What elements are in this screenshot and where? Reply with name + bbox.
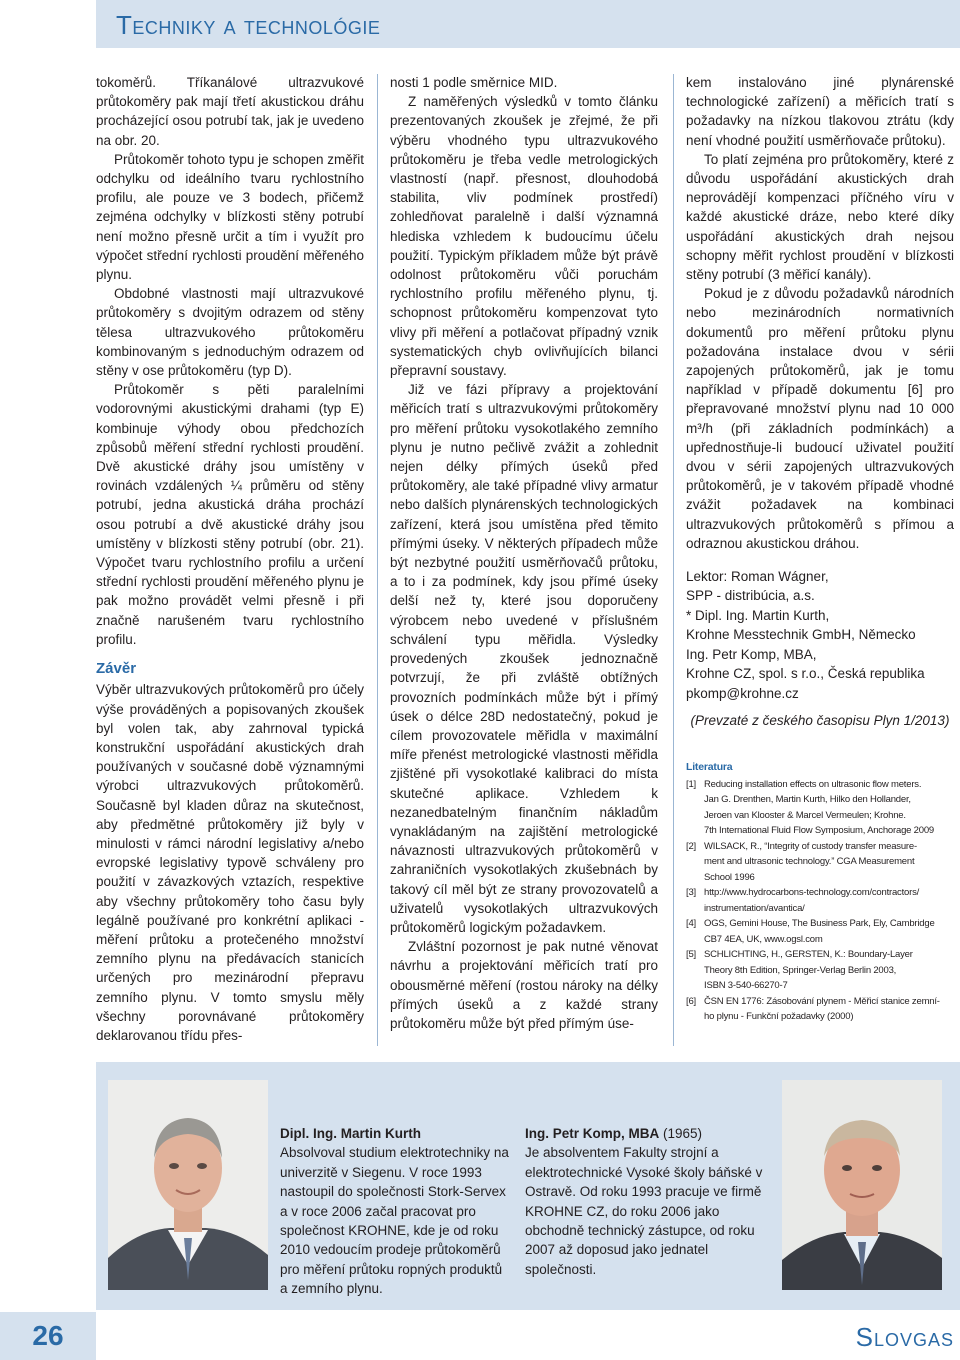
paragraph: To platí zejména pro průtokoměry, které z důvodu uspořádání akustických drah neprovádějí kompenzaci příčného víru v každé akustické dráze, nebo které díky uspořádání akustických drah nejsou schopny měřit rychlost proudění v blízkosti stěny potrubí (3 měřicí kanály). bbox=[686, 151, 954, 283]
author-bio-text: Absolvoval studium elektrotechniky na univerzitě v Siegenu. V roce 1993 nastoupil do společnosti Stork-Servex a v roce 2006 začal pracovat pro společnost KROHNE, kde je od roku 2010 vedoucím prodeje průtokoměrů pro měření průtoku ropných produktů a zemního plynu. bbox=[280, 1145, 509, 1297]
literature-line: Jan G. Drenthen, Martin Kurth, Hilko den Hollander, bbox=[704, 794, 911, 805]
literature-item bbox=[686, 994, 954, 1025]
author-name: Ing. Petr Komp, MBA bbox=[525, 1126, 660, 1141]
author-photo-kurth bbox=[108, 1080, 268, 1290]
author-photo-komp bbox=[782, 1080, 942, 1290]
literature-number: [2] bbox=[686, 840, 696, 852]
credit-line: * Dipl. Ing. Martin Kurth, bbox=[686, 607, 830, 623]
credit-line: Krohne Messtechnik GmbH, Německo bbox=[686, 627, 916, 643]
column-3 bbox=[686, 73, 954, 730]
literature-line: http://www.hydrocarbons-technology.com/contractors/ bbox=[704, 887, 920, 898]
literature-title: Literatura bbox=[686, 761, 733, 773]
portrait-image bbox=[108, 1080, 268, 1290]
literature-line: CB7 4EA, UK, www.ogsl.com bbox=[704, 933, 823, 945]
literature-number: [1] bbox=[686, 778, 696, 790]
literature-text bbox=[704, 947, 913, 994]
credit-line: Lektor: Roman Wágner, bbox=[686, 569, 829, 585]
column-divider bbox=[377, 74, 378, 1046]
literature-item bbox=[686, 839, 954, 886]
section-title: Techniky a technológie bbox=[116, 10, 381, 40]
author-bio-text: Je absolventem Fakulty strojní a elektrotechnické Vysoké školy báňské v Ostravě. Od roku 1993 pracuje ve firmě KROHNE CZ, do roku 2006 jako obchodně technický zástupce, od roku 2007 až doposud jako jednatel společnosti. bbox=[525, 1145, 763, 1277]
source-note: (Prevzaté z českého časopisu Plyn 1/2013) bbox=[690, 712, 950, 728]
literature-line: ČSN EN 1776: Zásobování plynem - Měřicí stanice zemní- bbox=[704, 995, 940, 1007]
literature-line: instrumentation/avantica/ bbox=[704, 902, 805, 914]
literature-line: OGS, Gemini House, The Business Park, Ely, Cambridge bbox=[704, 918, 935, 929]
literature-line: Reducing installation effects on ultrasonic flow meters. bbox=[704, 778, 922, 790]
left-margin bbox=[0, 0, 96, 1310]
credit-line: Ing. Petr Komp, MBA, bbox=[686, 646, 817, 662]
literature-line: WILSACK, R., “Integrity of custody transfer measure- bbox=[704, 840, 917, 852]
author-credits bbox=[686, 567, 954, 703]
literature-text bbox=[704, 839, 917, 886]
literature-number: [6] bbox=[686, 995, 696, 1007]
column-divider bbox=[673, 74, 674, 1046]
paragraph: Průtokoměr tohoto typu je schopen změřit odchylku od ideálního tvaru rychlostního profilu, ale pouze ve 3 bodech, přičemž zejména odchylky v blízkosti stěny potrubí není možno přesně určit a tím i využít pro výpočet střední rychlosti proudění měřeného plynu. bbox=[96, 151, 364, 283]
paragraph: Obdobné vlastnosti mají ultrazvukové průtokoměry s dvojitým odrazem od stěny tělesa ultrazvukového průtokoměru kombinovaným s jednoduchým odrazem od stěny v ose průtokoměru (typ D). bbox=[96, 286, 364, 379]
paragraph: nosti 1 podle směrnice MID. bbox=[390, 75, 558, 90]
literature-item bbox=[686, 777, 954, 839]
literature-box bbox=[686, 760, 954, 1025]
literature-text bbox=[704, 885, 919, 916]
section-heading: Závěr bbox=[96, 660, 137, 678]
column-1 bbox=[96, 73, 364, 1045]
literature-line: SCHLICHTING, H., GERSTEN, K.: Boundary-Layer bbox=[704, 949, 913, 960]
literature-number: [4] bbox=[686, 918, 696, 929]
literature-line: ISBN 3-540-66270-7 bbox=[704, 980, 788, 991]
paragraph: Výběr ultrazvukových průtokoměrů pro účely výše prováděných a popisovaných zkoušek byl volen tak, aby zahrnoval typická konstrukční uspořádání akustických drah používaných v současné době významnými výrobci ultrazvukových průtokoměrů. Současně byl kladen důraz na skutečnost, aby předmětné průtokoměry již byly v minulosti v rámci národní legislativy a/nebo evropské legislativy typově schváleny pro použití v závazkových vztazích, respektive aby všechny průtokoměry toho času byly legálně používané pro konkrétní aplikaci - měření průtoku a protečeného množství zemního plynu na předávacích stanicích určených pro mezinárodní přepravu zemního plynu. V tomto smyslu měly všechny porovnávané průtokoměry deklarovanou třídu přes- bbox=[96, 682, 364, 1043]
author-bio-komp bbox=[525, 1124, 765, 1279]
author-bio-kurth bbox=[280, 1124, 512, 1299]
literature-text bbox=[704, 916, 935, 947]
literature-line: Jeroen van Klooster & Marcel Vermeulen; Krohne. bbox=[704, 809, 906, 821]
email-link[interactable]: pkomp@krohne.cz bbox=[686, 685, 799, 701]
portrait-image bbox=[782, 1080, 942, 1290]
literature-line: ment and ultrasonic technology.” CGA Measurement bbox=[704, 856, 915, 867]
literature-item bbox=[686, 916, 954, 947]
paragraph: kem instalováno jiné plynárenské technologické zařízení) a měřicích tratí s požadavky na nízkou tlakovou ztrátu (kdy není vhodné použití usměrňovače průtoku). bbox=[686, 75, 954, 148]
literature-list bbox=[686, 777, 954, 1025]
literature-text bbox=[704, 994, 940, 1025]
literature-number: [3] bbox=[686, 887, 696, 898]
literature-line: 7th International Fluid Flow Symposium, Anchorage 2009 bbox=[704, 825, 935, 836]
page-number: 26 bbox=[0, 1312, 96, 1360]
paragraph: Pokud je z důvodu požadavků národních nebo mezinárodních normativních dokumentů pro měření průtoku plynu požadována instalace dvou v sérii zapojených průtokoměrů, jak je tomu například v případě dokumentu [6] pro přepravované množství plynu nad 10 000 m³/h (při základních podmínkách) a upřednostňuje-li budoucí uživatel použití dvou v sérii zapojených ultrazvukových průtokoměrů, je v takovém případě vhodné zvážit požadavek na kombinaci ultrazvukových průtokoměrů s přímou a odraznou akustickou dráhou. bbox=[686, 286, 954, 551]
paragraph: Již ve fázi přípravy a projektování měřicích tratí s ultrazvukovými průtokoměry pro měření průtoku vysokotlakého zemního plynu je nutno pečlivě zvážit a zohlednit nejen délky přímých úseků před průtokoměry, ale také případné vlivy armatur nebo dalších plynárenských technologických zařízení, která jsou umístěna před těmito přímými úseky. V některých případech může být nezbytné použití usměrňovačů průtoku, a to i za podmínek, kdy jsou přímé úseky delší než ty, které jsou doporučeny výrobcem nebo uvedené v příslušném schválení typu měřidla. Výsledky provedených zkoušek jednoznačně potvrzují, že při zvláště obtížných provozních podmínkách může být i přímý úsek o délce 28D nedostatečný, pokud je cílem provozovatele měřidla v maximální míře přenést metrologické vlastnosti měřidla zjištěné při vysokotlaké kalibraci do místa skutečné aplikace. Vzhledem k nezanedbatelným finančním nákladům vynakládaným na zajištění metrologické návaznosti ultrazvukových průtokoměrů v zahraničních vysokotlakých zkušebnách by takový cíl měl být ze strany provozovatelů a uživatelů vysokotlakých ultrazvukových průtokoměrů logickým požadavkem. bbox=[390, 382, 658, 935]
literature-item bbox=[686, 885, 954, 916]
credit-line: Krohne CZ, spol. s r.o., Česká republika bbox=[686, 666, 925, 682]
author-birth-year: (1965) bbox=[659, 1126, 703, 1141]
literature-item bbox=[686, 947, 954, 994]
literature-line: Theory 8th Edition, Springer-Verlag Berlin 2003, bbox=[704, 964, 897, 976]
paragraph: tokoměrů. Tříkanálové ultrazvukové průtokoměry pak mají třetí akustickou dráhu procházející osou potrubí tak, jak je uvedeno na obr. 20. bbox=[96, 75, 364, 148]
literature-line: School 1996 bbox=[704, 871, 755, 883]
author-name: Dipl. Ing. Martin Kurth bbox=[280, 1126, 421, 1141]
paragraph: Průtokoměr s pěti paralelními vodorovnými akustickými drahami (typ E) kombinuje výhody obou předchozích způsobů měření střední rychlosti proudění. Dvě akustické dráhy jsou umístěny v rovinách vzdálených ¼ průměru od stěny potrubí, jedna akustická dráha prochází osou potrubí a dvě akustické dráhy jsou umístěny v blízkosti stěny potrubí (obr. 21). Výpočet tvaru rychlostního profilu a určení střední rychlosti proudění měřeného plynu je pak možno provádět velmi přesně i při značně narušeném tvaru rychlostního profilu. bbox=[96, 382, 364, 647]
literature-text bbox=[704, 777, 934, 839]
column-2 bbox=[390, 73, 658, 1033]
paragraph: Zvláštní pozornost je pak nutné věnovat návrhu a projektování měřicích tratí pro obousměrné měření (rostou nároky na délky přímých úseků a z každé strany průtokoměru může být před přímým úse- bbox=[390, 939, 658, 1031]
paragraph: Z naměřených výsledků v tomto článku prezentovaných zkoušek je zřejmé, že při výběru vhodného typu ultrazvukového průtokoměru je třeba vedle metrologických vlastností (např. přesnost, dlouhodobá stabilita, vliv podmínek prostředí) zohledňovat paralelně i další významná hlediska vzhledem k budoucímu účelu použití. Typickým příkladem může být právě odolnost průtokoměru vůči poruchám rychlostního profilu měřeného plynu, tj. schopnost průtokoměru kompenzovat tyto vlivy při měření a potlačovat případný vznik systematických chyb ovlivňujících bilanci přepravní soustavy. bbox=[390, 94, 658, 379]
literature-number: [5] bbox=[686, 949, 696, 960]
literature-line: ho plynu - Funkční požadavky (2000) bbox=[704, 1011, 854, 1022]
magazine-name: Slovgas bbox=[855, 1322, 954, 1352]
credit-line: SPP - distribúcia, a.s. bbox=[686, 588, 815, 604]
